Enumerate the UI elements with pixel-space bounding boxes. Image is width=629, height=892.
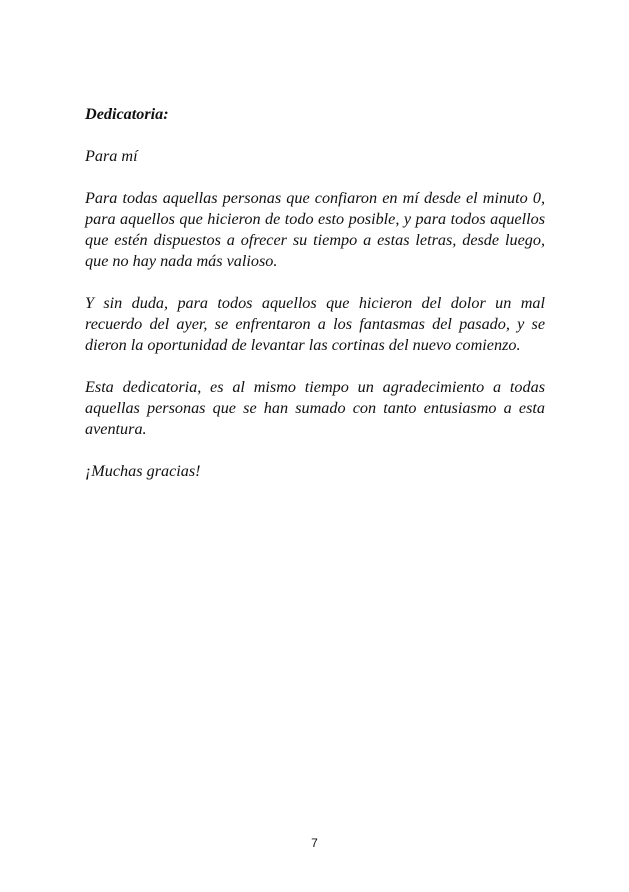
dedication-paragraph: Y sin duda, para todos aquellos que hicieron del dolor un mal recuerdo del ayer, se enfrentaron a los fantasmas del pasado, y se dieron la oportunidad de levantar las cortinas del nuevo comienzo. (85, 294, 545, 354)
dedication-paragraph: Esta dedicatoria, es al mismo tiempo un agradecimiento a todas aquellas personas que se han sumado con tanto entusiasmo a esta aventura. (85, 378, 545, 438)
dedication-heading: Dedicatoria: (85, 105, 169, 123)
dedication-paragraph: Para todas aquellas personas que confiaron en mí desde el minuto 0, para aquellos que hicieron de todo esto posible, y para todos aquellos que estén dispuestos a ofrecer su tiempo a estas letras, desde luego, que no hay nada más valioso. (85, 189, 545, 270)
dedication-content (85, 104, 545, 503)
dedication-closing: ¡Muchas gracias! (85, 462, 201, 480)
dedication-paragraph: Para mí (85, 147, 138, 165)
page-number: 7 (311, 836, 318, 850)
